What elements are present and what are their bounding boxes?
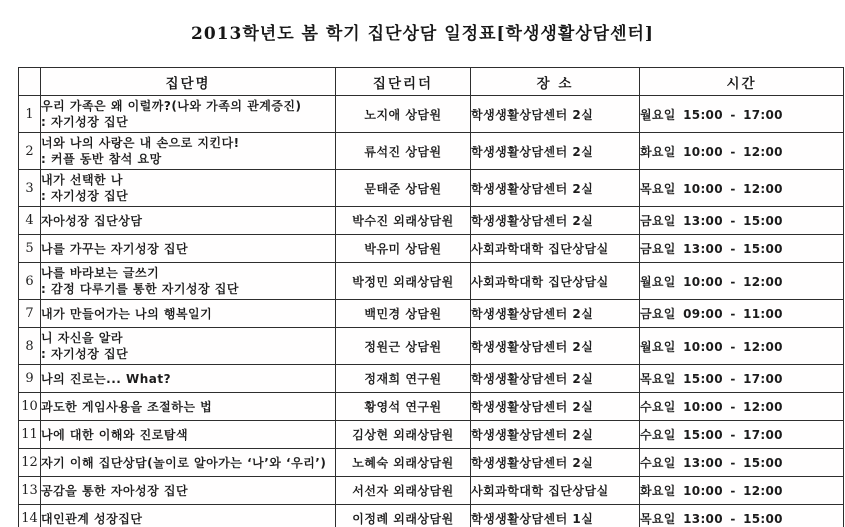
location-cell: 학생생활상담센터 2실: [471, 365, 640, 393]
time-cell: 금요일 13:00 - 15:00: [640, 207, 844, 235]
location-cell: 학생생활상담센터 2실: [471, 170, 640, 207]
group-name-line1: 나를 가꾸는 자기성장 집단: [41, 241, 189, 256]
group-name-line1: 너와 나의 사랑은 내 손으로 지킨다!: [41, 136, 240, 150]
time-cell: 금요일 13:00 - 15:00: [640, 235, 844, 263]
group-name-line2: : 감정 다루기를 통한 자기성장 집단: [41, 282, 239, 296]
table-row: [19, 449, 844, 477]
row-number: 2: [19, 133, 41, 170]
location-cell: 학생생활상담센터 1실: [471, 505, 640, 527]
location-cell: 학생생활상담센터 2실: [471, 300, 640, 328]
group-name-cell: [41, 96, 336, 133]
row-number: 1: [19, 96, 41, 133]
time-cell: 목요일 13:00 - 15:00: [640, 505, 844, 527]
row-number: 8: [19, 328, 41, 365]
group-name-line1: 나의 진로는... What?: [41, 371, 172, 386]
group-leader-cell: 이정례 외래상담원: [336, 505, 471, 527]
row-number: 14: [19, 505, 41, 527]
time-cell: 목요일 15:00 - 17:00: [640, 365, 844, 393]
table-row: [19, 133, 844, 170]
table-row: [19, 505, 844, 527]
group-name-cell: [41, 263, 336, 300]
group-name-cell: [41, 449, 336, 477]
group-leader-cell: 김상현 외래상담원: [336, 421, 471, 449]
row-number: 3: [19, 170, 41, 207]
table-row: [19, 170, 844, 207]
group-name-cell: [41, 328, 336, 365]
group-name-line1: 과도한 게임사용을 조절하는 법: [41, 399, 213, 414]
group-name-line1: 나에 대한 이해와 진로탐색: [41, 427, 189, 442]
table-row: [19, 300, 844, 328]
group-name-line2: : 자기성장 집단: [41, 189, 129, 203]
time-cell: 화요일 10:00 - 12:00: [640, 477, 844, 505]
time-cell: 화요일 10:00 - 12:00: [640, 133, 844, 170]
location-cell: 학생생활상담센터 2실: [471, 133, 640, 170]
group-name-cell: [41, 133, 336, 170]
group-name-cell: [41, 300, 336, 328]
group-name-cell: [41, 235, 336, 263]
table-row: [19, 328, 844, 365]
group-name-line1: 대인관계 성장집단: [41, 511, 143, 526]
location-cell: 학생생활상담센터 2실: [471, 393, 640, 421]
group-name-line2: : 자기성장 집단: [41, 115, 129, 129]
col-header-location: 장 소: [471, 68, 640, 96]
table-row: [19, 207, 844, 235]
col-header-group-name: 집단명: [41, 68, 336, 96]
row-number: 6: [19, 263, 41, 300]
group-leader-cell: 박수진 외래상담원: [336, 207, 471, 235]
group-leader-cell: 문태준 상담원: [336, 170, 471, 207]
row-number: 7: [19, 300, 41, 328]
group-name-cell: [41, 365, 336, 393]
table-row: [19, 96, 844, 133]
group-name-line1: 자기 이해 집단상담(놀이로 알아가는 ‘나’와 ‘우리’): [41, 455, 327, 470]
row-number: 5: [19, 235, 41, 263]
col-header-number: [19, 68, 41, 96]
group-leader-cell: 백민경 상담원: [336, 300, 471, 328]
group-name-cell: [41, 505, 336, 527]
location-cell: 사회과학대학 집단상담실: [471, 477, 640, 505]
group-leader-cell: 류석진 상담원: [336, 133, 471, 170]
group-name-line2: : 자기성장 집단: [41, 347, 129, 361]
row-number: 12: [19, 449, 41, 477]
group-leader-cell: 정원근 상담원: [336, 328, 471, 365]
row-number: 9: [19, 365, 41, 393]
time-cell: 금요일 09:00 - 11:00: [640, 300, 844, 328]
group-leader-cell: 노혜숙 외래상담원: [336, 449, 471, 477]
location-cell: 학생생활상담센터 2실: [471, 207, 640, 235]
time-cell: 수요일 15:00 - 17:00: [640, 421, 844, 449]
row-number: 13: [19, 477, 41, 505]
table-row: [19, 421, 844, 449]
group-name-line1: 내가 선택한 나: [41, 173, 123, 187]
group-leader-cell: 박유미 상담원: [336, 235, 471, 263]
group-name-line1: 니 자신을 알라: [41, 331, 123, 345]
location-cell: 학생생활상담센터 2실: [471, 328, 640, 365]
group-name-line1: 우리 가족은 왜 이럴까?(나와 가족의 관계증진): [41, 99, 302, 113]
location-cell: 학생생활상담센터 2실: [471, 96, 640, 133]
row-number: 4: [19, 207, 41, 235]
time-cell: 월요일 15:00 - 17:00: [640, 96, 844, 133]
group-leader-cell: 노지애 상담원: [336, 96, 471, 133]
time-cell: 월요일 10:00 - 12:00: [640, 263, 844, 300]
time-cell: 수요일 10:00 - 12:00: [640, 393, 844, 421]
time-cell: 월요일 10:00 - 12:00: [640, 328, 844, 365]
document-title: 2013학년도 봄 학기 집단상담 일정표[학생생활상담센터]: [191, 24, 654, 44]
group-name-line1: 공감을 통한 자아성장 집단: [41, 483, 189, 498]
group-leader-cell: 박정민 외래상담원: [336, 263, 471, 300]
location-cell: 사회과학대학 집단상담실: [471, 235, 640, 263]
time-cell: 수요일 13:00 - 15:00: [640, 449, 844, 477]
table-row: [19, 477, 844, 505]
group-name-line1: 나를 바라보는 글쓰기: [41, 266, 160, 280]
location-cell: 학생생활상담센터 2실: [471, 449, 640, 477]
location-cell: 사회과학대학 집단상담실: [471, 263, 640, 300]
col-header-time: 시간: [640, 68, 844, 96]
group-name-line2: : 커플 동반 참석 요망: [41, 152, 162, 166]
group-name-line1: 자아성장 집단상담: [41, 213, 143, 228]
time-cell: 목요일 10:00 - 12:00: [640, 170, 844, 207]
group-name-line1: 내가 만들어가는 나의 행복일기: [41, 306, 213, 321]
table-row: [19, 235, 844, 263]
group-name-cell: [41, 421, 336, 449]
group-leader-cell: 서선자 외래상담원: [336, 477, 471, 505]
group-name-cell: [41, 207, 336, 235]
table-row: [19, 263, 844, 300]
schedule-table: [18, 67, 844, 527]
group-name-cell: [41, 477, 336, 505]
table-row: [19, 365, 844, 393]
col-header-group-leader: 집단리더: [336, 68, 471, 96]
location-cell: 학생생활상담센터 2실: [471, 421, 640, 449]
row-number: 10: [19, 393, 41, 421]
row-number: 11: [19, 421, 41, 449]
group-name-cell: [41, 170, 336, 207]
group-name-cell: [41, 393, 336, 421]
table-header-row: [19, 68, 844, 96]
group-leader-cell: 정재희 연구원: [336, 365, 471, 393]
group-leader-cell: 황영석 연구원: [336, 393, 471, 421]
table-row: [19, 393, 844, 421]
